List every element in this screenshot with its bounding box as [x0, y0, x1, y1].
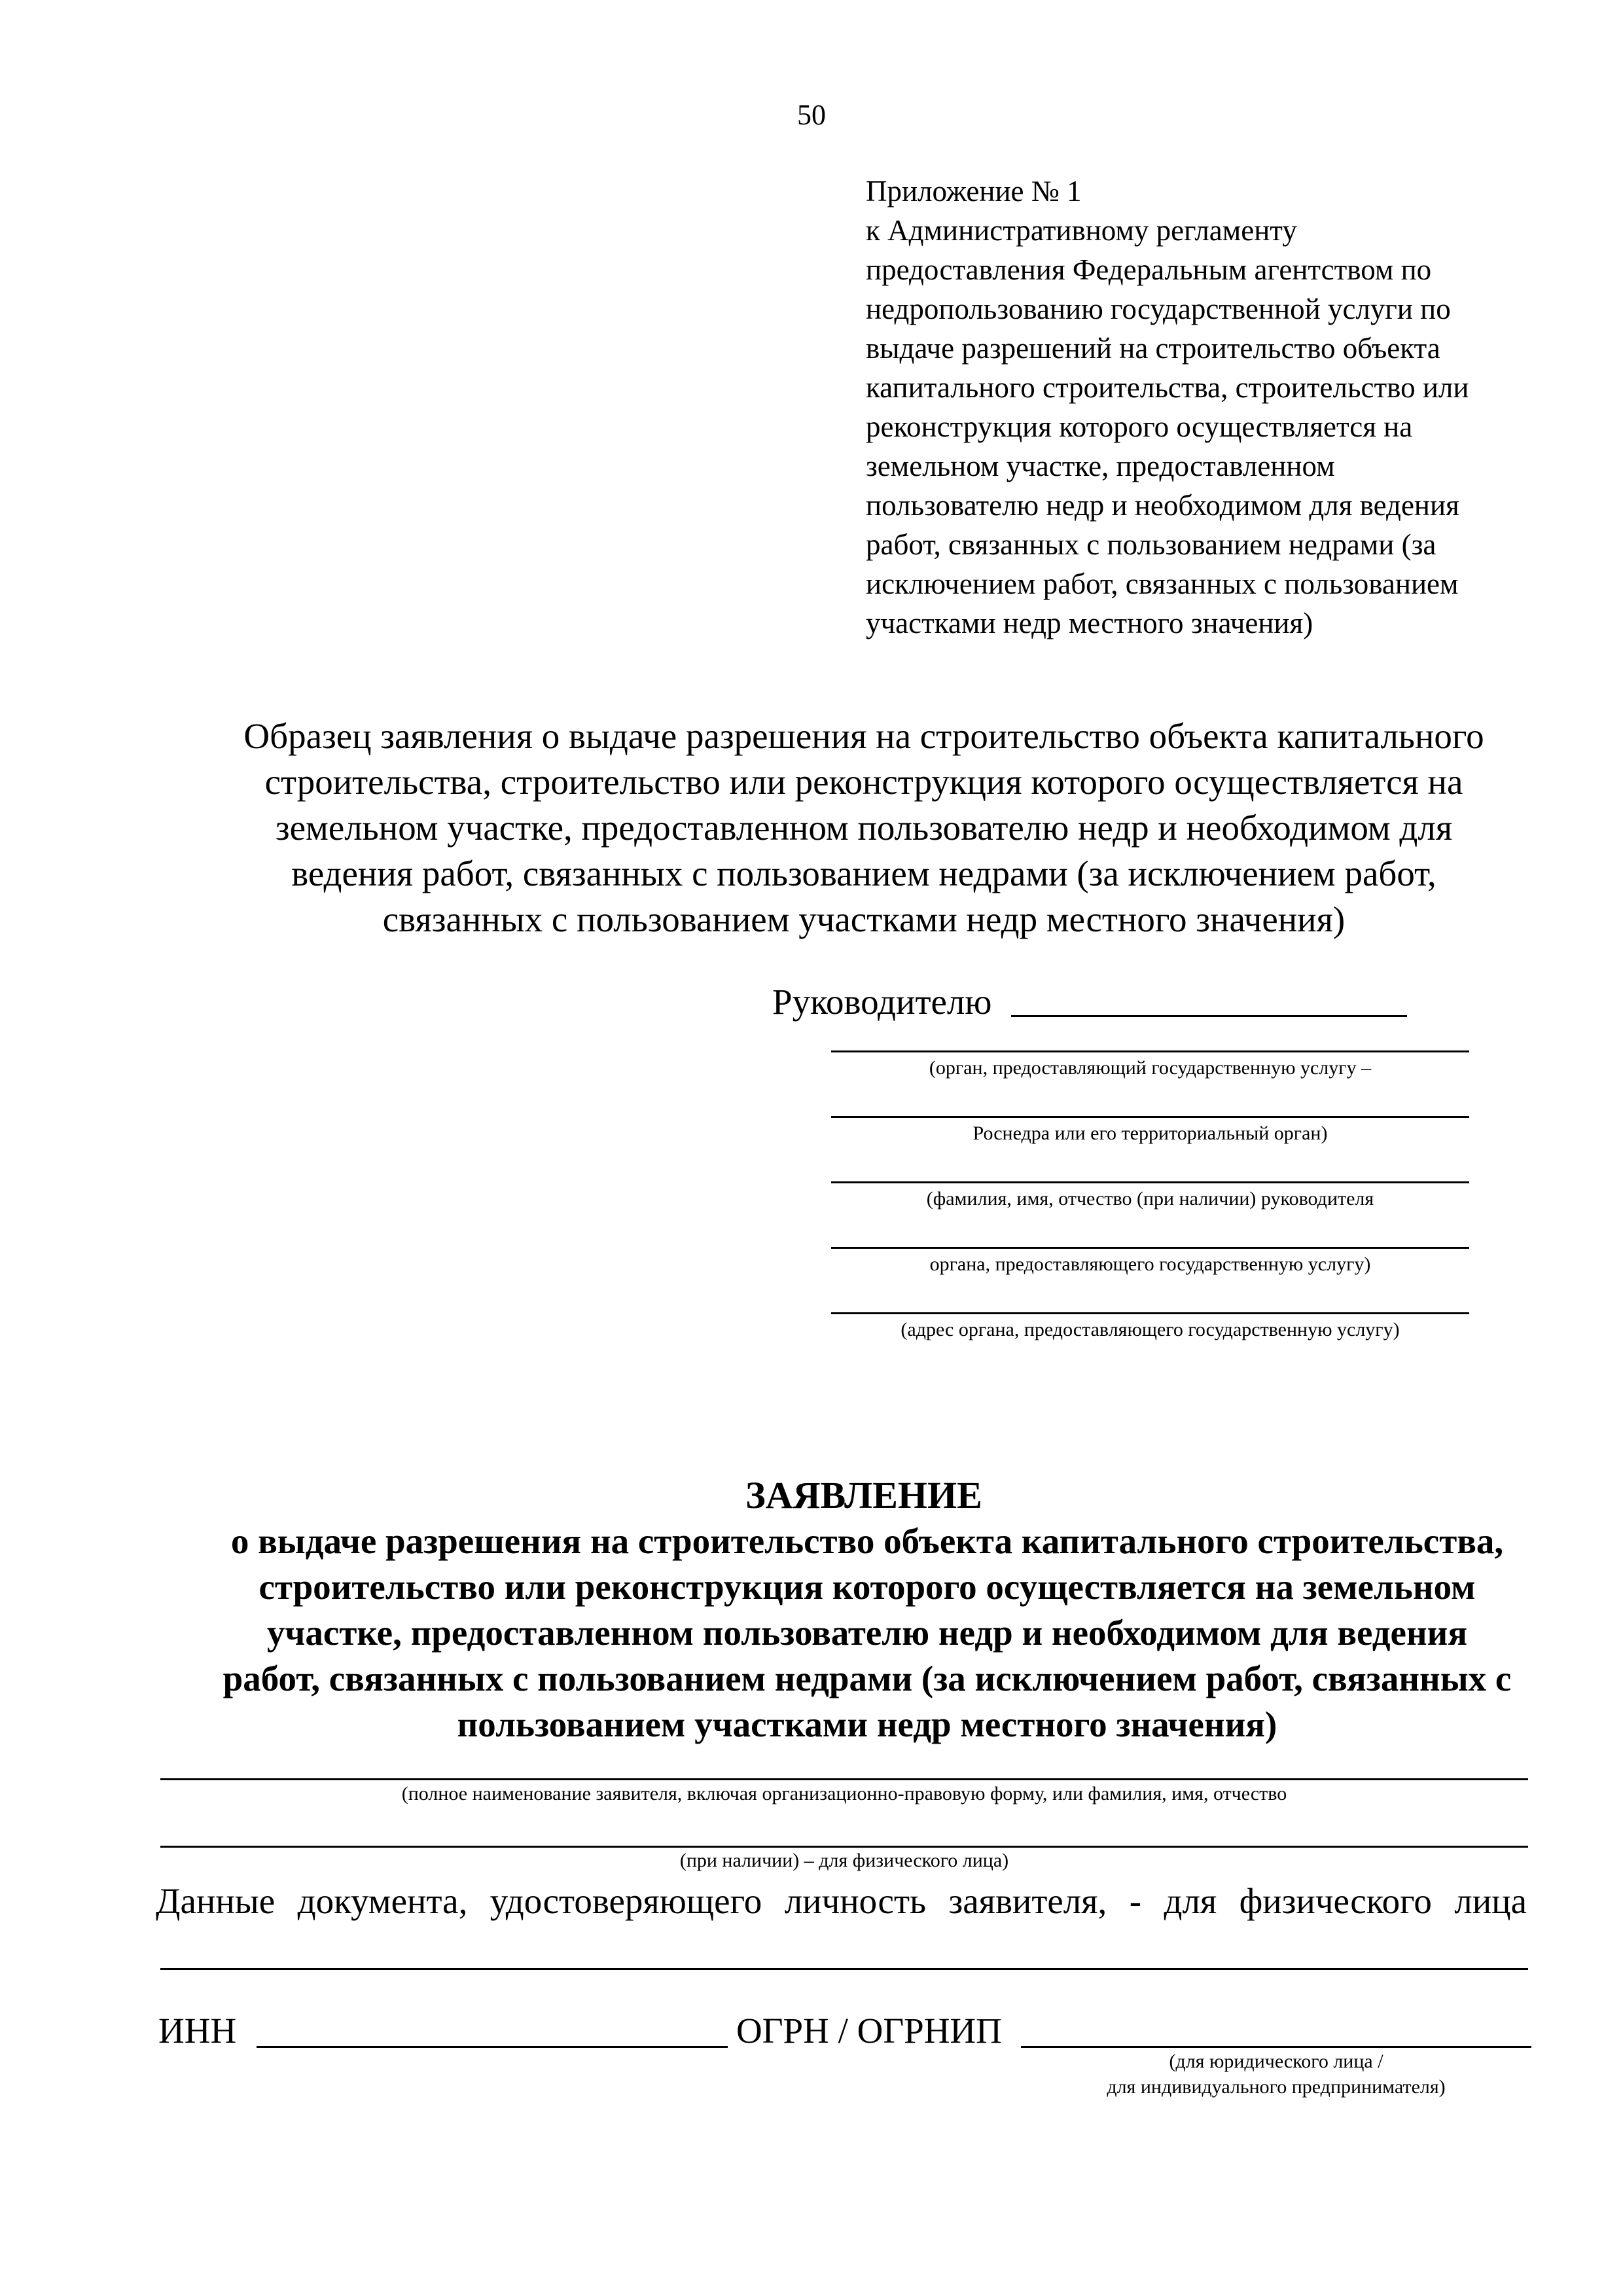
- appendix-line: пользователю недр и необходимом для ведения: [866, 489, 1459, 522]
- head-name-field-2[interactable]: [831, 1247, 1469, 1249]
- page-number: 50: [797, 99, 826, 131]
- sample-title-line: земельном участке, предоставленном пользователю недр и необходимом для: [275, 808, 1453, 848]
- application-subtitle-line: о выдаче разрешения на строительство объекта капитального строительства,: [230, 1521, 1504, 1561]
- ogrn-caption-1: (для юридического лица /: [1169, 2051, 1383, 2072]
- appendix-line: недропользованию государственной услуги по: [866, 293, 1451, 325]
- head-name-caption-2: органа, предоставляющего государственную услугу): [929, 1253, 1371, 1275]
- application-subtitle-line: работ, связанных с пользованием недрами (за исключением работ, связанных с: [223, 1659, 1512, 1698]
- addressee-head-field[interactable]: [1011, 1015, 1407, 1017]
- applicant-caption-2: (при наличии) – для физического лица): [679, 1850, 1009, 1871]
- appendix-line: Приложение № 1: [866, 175, 1082, 207]
- head-name-field-1[interactable]: [831, 1181, 1469, 1183]
- appendix-line: реконструкция которого осуществляется на: [866, 410, 1413, 443]
- appendix-line: участками недр местного значения): [866, 607, 1313, 639]
- ogrn-label: ОГРН / ОГРНИП: [736, 2011, 1002, 2051]
- sample-title: [151, 713, 1577, 942]
- appendix-reference: [866, 171, 1599, 643]
- authority-address-field[interactable]: [831, 1312, 1469, 1314]
- sample-title-line: строительства, строительство или реконструкция которого осуществляется на: [264, 762, 1463, 802]
- appendix-line: земельном участке, предоставленном: [866, 450, 1335, 482]
- appendix-line: исключением работ, связанных с пользованием: [866, 567, 1459, 600]
- ogrn-caption-2: для индивидуального предпринимателя): [1107, 2076, 1446, 2098]
- authority-address-caption: (адрес органа, предоставляющего государственную услугу): [901, 1319, 1400, 1340]
- applicant-caption-1: (полное наименование заявителя, включая организационно-правовую форму, или фамилия, имя, отчество: [401, 1783, 1287, 1804]
- authority-caption-2: Роснедра или его территориальный орган): [972, 1122, 1328, 1144]
- authority-name-field-2[interactable]: [831, 1116, 1469, 1118]
- appendix-line: работ, связанных с пользованием недрами (за: [866, 528, 1436, 561]
- application-subtitle: [157, 1518, 1577, 1748]
- appendix-line: капитального строительства, строительство или: [866, 371, 1469, 404]
- id-document-field[interactable]: [160, 1968, 1528, 1970]
- sample-title-line: Образец заявления о выдаче разрешения на строительство объекта капитального: [243, 716, 1484, 756]
- head-name-caption-1: (фамилия, имя, отчество (при наличии) руководителя: [926, 1188, 1374, 1210]
- application-subtitle-line: строительство или реконструкция которого осуществляется на земельном: [259, 1567, 1476, 1607]
- appendix-line: к Административному регламенту: [866, 214, 1297, 247]
- sample-title-line: ведения работ, связанных с пользованием недрами (за исключением работ,: [291, 853, 1436, 893]
- authority-caption-1: (орган, предоставляющий государственную услугу –: [929, 1057, 1372, 1079]
- addressee-label: Руководителю: [772, 982, 992, 1022]
- authority-name-field-1[interactable]: [831, 1050, 1469, 1052]
- application-title: ЗАЯВЛЕНИЕ: [745, 1474, 982, 1516]
- applicant-name-field-2[interactable]: [160, 1846, 1528, 1848]
- appendix-line: выдаче разрешений на строительство объекта: [866, 332, 1440, 365]
- inn-label: ИНН: [158, 2011, 237, 2051]
- id-document-label: Данные документа, удостоверяющего личность заявителя, - для физического лица: [156, 1881, 1527, 1921]
- inn-field[interactable]: [257, 2046, 728, 2048]
- ogrn-field[interactable]: [1021, 2046, 1531, 2048]
- application-subtitle-line: участке, предоставленном пользователю недр и необходимом для ведения: [266, 1613, 1468, 1653]
- application-subtitle-line: пользованием участками недр местного значения): [457, 1704, 1277, 1744]
- sample-title-line: связанных с пользованием участками недр местного значения): [382, 899, 1346, 939]
- applicant-name-field-1[interactable]: [160, 1778, 1528, 1780]
- appendix-line: предоставления Федеральным агентством по: [866, 253, 1432, 286]
